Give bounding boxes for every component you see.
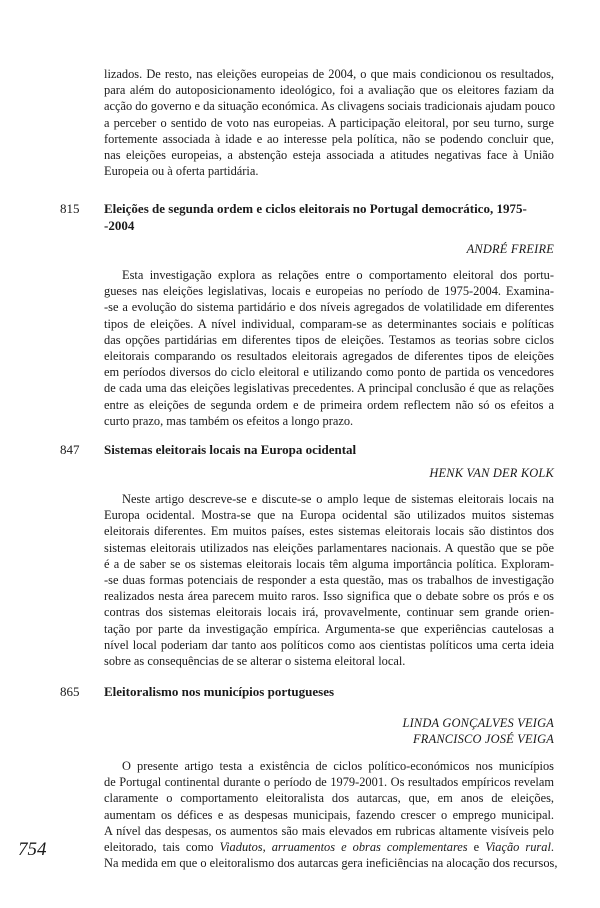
text-line: de cada uma das eleições legislativas precedentes. A principal conclusão é que as relações (104, 381, 554, 396)
entry-number: 865 (60, 684, 80, 699)
text-line: fortemente associada à idade e ao interesse pela política, não se podendo concluir que, (104, 131, 554, 146)
entry-author: ANDRÉ FREIRE (466, 242, 554, 256)
text-line: nível local poderiam dar tanto aos políticos como aos cientistas políticos uma certa ideia (104, 637, 554, 652)
intro-paragraph (104, 66, 554, 179)
text-fragment: . (550, 840, 554, 855)
entry-author (402, 715, 554, 747)
text-line: sobre as consequências de se alterar o sistema eleitoral local. (104, 654, 406, 669)
entry-author: HENK VAN DER KOLK (429, 466, 554, 480)
text-line: a perceber o sentido de voto nas europeias. A participação eleitoral, por seu turno, surge (104, 115, 554, 130)
text-line: aumentam os défices e as despesas municipais, fazendo crescer o emprego municipal. (104, 807, 554, 822)
italic-fragment: Viação rural (485, 840, 551, 855)
entry-abstract (104, 267, 554, 429)
text-line: A nível das despesas, os aumentos são mais elevados em rubricas altamente visíveis pelo (104, 823, 554, 838)
text-line: tipos de eleições. A nível individual, comparam-se as determinantes sociais e políticas (104, 316, 554, 331)
text-line: para além do autoposicionamento ideológico, foi a avaliação que os eleitores faziam da (104, 83, 554, 98)
title-line: Eleições de segunda ordem e ciclos eleitorais no Portugal democrático, 1975- (104, 201, 527, 216)
author-line: LINDA GONÇALVES VEIGA (402, 716, 554, 730)
text-line: curto prazo, mas também os efeitos a longo prazo. (104, 413, 354, 428)
text-line: sistemas eleitorais utilizados nas eleições parlamentares nacionais. A questão que se põe (104, 540, 554, 555)
text-line: nas eleições europeias, a abstenção esteja associada a atitudes negativas face à União (104, 148, 554, 163)
text-line: O presente artigo testa a existência de ciclos político-económicos nos municípios (122, 759, 554, 773)
text-line: -se a evolução do sistema partidário e dos níveis agregados de volatilidade em diferentes (104, 300, 554, 315)
entry-title: Sistemas eleitorais locais na Europa ocidental (104, 442, 357, 457)
entry-title (104, 200, 556, 234)
entry-number: 847 (60, 442, 80, 457)
text-line: entre as eleições de segunda ordem e de primeira ordem reflectem não só os efeitos a (104, 397, 554, 412)
text-line: gueses nas eleições legislativas, locais e europeias no período de 1975-2004. Examina- (104, 284, 554, 299)
text-fragment: e (467, 840, 486, 855)
text-line (104, 839, 554, 855)
text-line: realizados nesta área parecem muito raros. Isso significa que o debate sobre os prós e os (104, 589, 554, 604)
text-line: em períodos diversos do ciclo eleitoral e utilizando como ponto de partida os vencedores (104, 365, 554, 380)
text-line: Na medida em que o eleitoralismo dos autarcas gera ineficiências na alocação dos recursos, (104, 856, 558, 871)
entry-number: 815 (60, 201, 80, 216)
italic-fragment: Viadutos, arruamentos e obras complementares (219, 840, 468, 855)
text-line: eleitorais comparando os resultados eleitorais agregados de diferentes tipos de eleições (104, 349, 554, 364)
title-line: -2004 (104, 218, 135, 233)
entry-abstract (104, 758, 558, 871)
text-line: claramente o comportamento eleitoralista dos autarcas, que, em anos de eleições, (104, 791, 554, 806)
text-line: de Portugal continental durante o período de 1979-2001. Os resultados empíricos revelam (104, 775, 554, 790)
text-line: -se duas formas potenciais de responder a esta questão, mas os trabalhos de investigação (104, 573, 554, 588)
page-number: 754 (18, 839, 47, 860)
text-line: Europeia ou à oferta partidária. (104, 164, 259, 179)
entry-abstract (104, 491, 554, 669)
text-line: contras dos sistemas eleitorais locais irá, provavelmente, continuar sem grande orien- (104, 605, 554, 620)
text-line: lizados. De resto, nas eleições europeias de 2004, o que mais condicionou os resultados, (104, 67, 554, 81)
text-line: tação por parte da investigação empírica. Argumenta-se que experiências cautelosas a (104, 621, 554, 636)
text-fragment: eleitorado, tais como (104, 840, 220, 855)
text-line: Esta investigação explora as relações entre o comportamento eleitoral dos portu- (122, 268, 554, 282)
entry-title: Eleitoralismo nos municípios portugueses (104, 684, 335, 699)
text-line: Europa ocidental. Mostra-se que na Europa ocidental são utilizados muitos sistemas (104, 508, 554, 523)
text-line: Neste artigo descreve-se e discute-se o amplo leque de sistemas eleitorais locais na (122, 492, 554, 506)
text-line: das opções partidárias em diferentes tipos de eleições. Testamos as teorias sobre ciclos (104, 332, 554, 347)
text-line: eleitorais diferentes. Em muitos países, estes sistemas eleitorais locais são distintos dos (104, 524, 554, 539)
text-line: acção do governo e da situação económica. As clivagens sociais tradicionais ajudam pouco (104, 99, 556, 114)
author-line: FRANCISCO JOSÉ VEIGA (413, 732, 554, 746)
text-line: é a de saber se os sistemas eleitorais locais têm alguma importância política. Exploram- (104, 556, 554, 571)
